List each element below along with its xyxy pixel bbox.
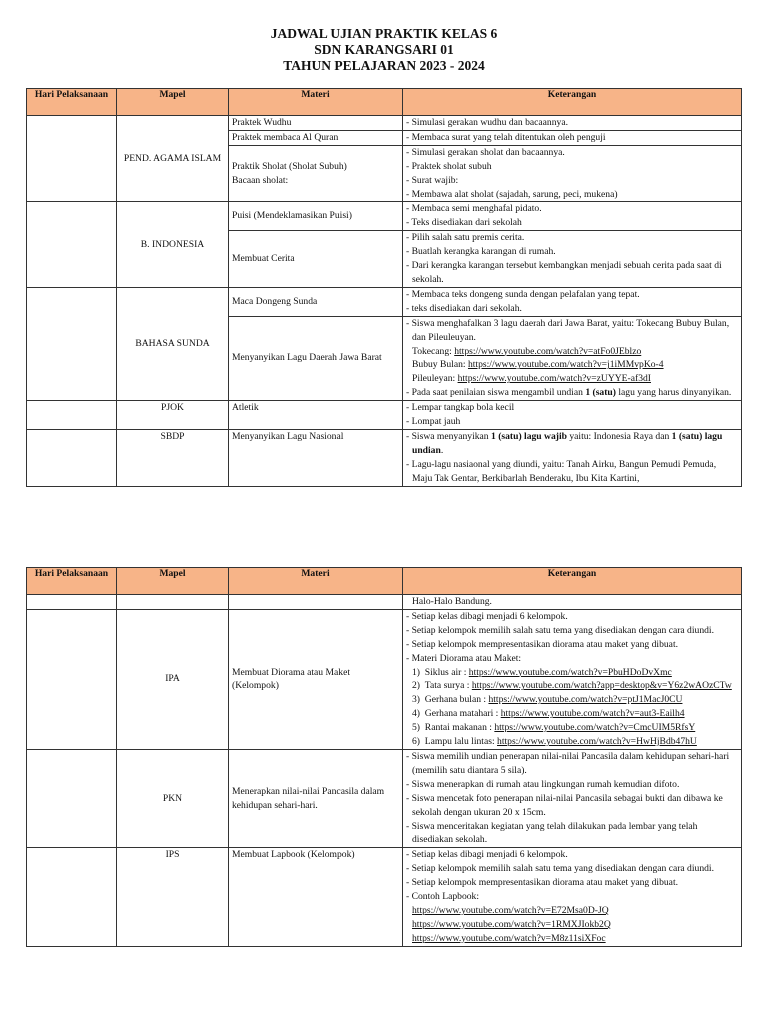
table-row [27, 401, 742, 430]
ket-text: . [440, 444, 444, 456]
song-link [406, 345, 738, 359]
hari-cell [27, 609, 117, 749]
keterangan-cell [403, 231, 742, 288]
materi-line: Bacaan sholat: [232, 174, 289, 186]
youtube-link[interactable]: https://www.youtube.com/watch?v=ptJ1MacJ0CU [488, 694, 683, 706]
materi-line: Praktik Sholat (Sholat Subuh) [232, 160, 347, 172]
keterangan-cell [403, 287, 742, 316]
ket-line: - Lompat jauh [406, 416, 461, 428]
youtube-link[interactable]: https://www.youtube.com/watch?v=1RMXJIokb2Q [412, 918, 611, 930]
ket-line: - Siswa mencetak foto penerapan nilai-nilai Pancasila sebagai bukti dan dibawa ke sekolah dengan ukuran 20 x 15cm. [406, 792, 723, 818]
materi-cell: Membuat Diorama atau Maket (Kelompok) [229, 609, 403, 749]
table-row [27, 116, 742, 131]
title-line-1: JADWAL UJIAN PRAKTIK KELAS 6 [270, 26, 498, 41]
ket-line: - Praktek sholat subuh [406, 160, 492, 172]
ket-bold: 1 (satu) [585, 387, 616, 399]
ket-line: - Siswa menerapkan di rumah atau lingkungan rumah kemudian difoto. [406, 778, 680, 790]
materi-cell: Maca Dongeng Sunda [229, 287, 403, 316]
youtube-link[interactable]: https://www.youtube.com/watch?v=aut3-Eailh4 [500, 708, 685, 720]
ket-line: - Setiap kelas dibagi menjadi 6 kelompok. [406, 610, 568, 622]
header-keterangan: Keterangan [403, 568, 742, 595]
header-hari: Hari Pelaksanaan [27, 89, 117, 116]
ket-line: - Simulasi gerakan sholat dan bacaannya. [406, 146, 565, 158]
schedule-table-2 [26, 567, 742, 947]
song-link [406, 358, 738, 372]
ket-line: - Siswa menghafalkan 3 lagu daerah dari Jawa Barat, yaitu: Tokecang Bubuy Bulan, dan Pileuleuyan. [406, 317, 730, 343]
ket-text: lagu yang harus dinyanyikan. [615, 387, 732, 399]
mapel-cell: IPS [117, 848, 229, 946]
keterangan-cell [403, 429, 742, 486]
table-header-row [27, 89, 742, 116]
mapel-cell: PKN [117, 749, 229, 847]
youtube-link[interactable]: https://www.youtube.com/watch?v=j1iMMvpKo-4 [467, 359, 664, 371]
item-label: Gerhana matahari : [424, 708, 501, 720]
hari-cell [27, 401, 117, 430]
ket-line: - Contoh Lapbook: [406, 891, 480, 903]
ket-text: yaitu: Indonesia Raya dan [566, 430, 672, 442]
mapel-cell: SBDP [117, 429, 229, 486]
ket-bold: 1 (satu) lagu wajib [491, 430, 567, 442]
ket-line: - Surat wajib: [406, 174, 459, 186]
table-row [27, 595, 742, 610]
materi-cell: Membuat Cerita [229, 231, 403, 288]
materi-cell: Puisi (Mendeklamasikan Puisi) [229, 202, 403, 231]
ket-line: - Lempar tangkap bola kecil [406, 402, 515, 414]
hari-cell [27, 287, 117, 400]
ket-line: - Pilih salah satu premis cerita. [406, 232, 525, 244]
title-line-2: SDN KARANGSARI 01 [314, 42, 454, 57]
ket-line: - Dari kerangka karangan tersebut kembangkan menjadi sebuah cerita pada saat di sekolah. [406, 260, 722, 285]
keterangan-cell [403, 316, 742, 400]
ket-text: - Siswa menyanyikan [406, 430, 491, 442]
table-row [27, 749, 742, 847]
header-keterangan: Keterangan [403, 89, 742, 116]
materi-cell: Menyanyikan Lagu Nasional [229, 429, 403, 486]
ket-line: - Setiap kelompok mempresentasikan diorama atau maket yang dibuat. [406, 638, 679, 650]
materi-cell: Praktek membaca Al Quran [229, 130, 403, 145]
table-row [27, 609, 742, 749]
table-row [27, 202, 742, 231]
header-materi: Materi [229, 568, 403, 595]
ket-line [406, 430, 738, 458]
materi-cell: Atletik [229, 401, 403, 430]
ket-line: - Membaca semi menghafal pidato. [406, 203, 542, 215]
list-item [406, 693, 738, 707]
title-line-3: TAHUN PELAJARAN 2023 - 2024 [283, 58, 485, 73]
schedule-table-1 [26, 88, 742, 487]
youtube-link[interactable]: https://www.youtube.com/watch?v=CmcUIM5RfsY [494, 722, 696, 734]
list-item [406, 735, 738, 749]
youtube-link[interactable]: https://www.youtube.com/watch?v=HwHjBdb47hU [497, 736, 697, 748]
mapel-cell: IPA [117, 609, 229, 749]
materi-cell: Menyanyikan Lagu Daerah Jawa Barat [229, 316, 403, 400]
hari-cell [27, 429, 117, 486]
list-item [406, 707, 738, 721]
keterangan-cell [403, 609, 742, 749]
item-label: Lampu lalu lintas: [424, 736, 498, 748]
keterangan-cell: Halo-Halo Bandung. [403, 595, 742, 610]
table-header-row [27, 568, 742, 595]
song-label: Pileuleyan: [412, 373, 458, 385]
youtube-link[interactable]: https://www.youtube.com/watch?v=zUYYE-af3dI [457, 373, 651, 385]
ket-line: - Lagu-lagu nasiaonal yang diundi, yaitu: Tanah Airku, Bangun Pemudi Pemuda, Maju Tak Gentar, Berkibarlah Benderaku, Ibu Kita Kartini, [406, 458, 717, 484]
ket-line: - teks disediakan dari sekolah. [406, 302, 522, 314]
youtube-link[interactable]: https://www.youtube.com/watch?v=M8z11siXFoc [412, 932, 606, 944]
mapel-cell [117, 595, 229, 610]
hari-cell [27, 848, 117, 946]
header-hari: Hari Pelaksanaan [27, 568, 117, 595]
item-number: 1) [412, 666, 420, 678]
list-item [406, 679, 738, 693]
item-number: 4) [412, 708, 420, 720]
table-row [27, 287, 742, 316]
item-label: Tata surya : [424, 680, 472, 692]
keterangan-cell [403, 401, 742, 430]
hari-cell [27, 202, 117, 287]
song-link [406, 372, 738, 386]
ket-text: - Pada saat penilaian siswa mengambil undian [406, 387, 586, 399]
keterangan-cell: - Membaca surat yang telah ditentukan oleh penguji [403, 130, 742, 145]
ket-line [406, 386, 738, 400]
hari-cell [27, 595, 117, 610]
header-materi: Materi [229, 89, 403, 116]
ket-line: - Materi Diorama atau Maket: [406, 652, 522, 664]
item-label: Rantai makanan : [424, 722, 495, 734]
ket-line: - Siswa menceritakan kegiatan yang telah dilakukan pada lembar yang telah disediakan sekolah. [406, 820, 698, 846]
item-number: 2) [412, 680, 420, 692]
mapel-cell: PEND. AGAMA ISLAM [117, 116, 229, 202]
ket-line: - Membaca teks dongeng sunda dengan pelafalan yang tepat. [406, 288, 640, 300]
list-item [406, 721, 738, 735]
keterangan-cell [403, 749, 742, 847]
mapel-cell: BAHASA SUNDA [117, 287, 229, 400]
item-label: Siklus air : [424, 666, 469, 678]
mapel-cell: PJOK [117, 401, 229, 430]
ket-line: - Buatlah kerangka karangan di rumah. [406, 246, 556, 258]
youtube-link[interactable]: https://www.youtube.com/watch?app=desktop&v=Y6z2wAOzCTw [471, 680, 732, 692]
materi-cell [229, 145, 403, 202]
header-mapel: Mapel [117, 89, 229, 116]
youtube-link[interactable]: https://www.youtube.com/watch?v=atFo0JEblzo [454, 345, 642, 357]
table-row [27, 429, 742, 486]
youtube-link[interactable]: https://www.youtube.com/watch?v=PbuHDoDvXmc [468, 666, 672, 678]
materi-cell: Praktek Wudhu [229, 116, 403, 131]
keterangan-cell: - Simulasi gerakan wudhu dan bacaannya. [403, 116, 742, 131]
table-row [27, 848, 742, 946]
ket-line: - Membawa alat sholat (sajadah, sarung, peci, mukena) [406, 188, 618, 200]
list-item [406, 666, 738, 680]
ket-line: - Setiap kelas dibagi menjadi 6 kelompok. [406, 849, 568, 861]
hari-cell [27, 749, 117, 847]
ket-line: - Teks disediakan dari sekolah [406, 217, 522, 229]
ket-line: - Setiap kelompok mempresentasikan diorama atau maket yang dibuat. [406, 877, 679, 889]
item-number: 5) [412, 722, 420, 734]
item-number: 6) [412, 736, 420, 748]
item-label: Gerhana bulan : [424, 694, 489, 706]
item-number: 3) [412, 694, 420, 706]
hari-cell [27, 116, 117, 202]
ket-line: - Setiap kelompok memilih salah satu tema yang disediakan dengan cara diundi. [406, 863, 714, 875]
keterangan-cell [403, 145, 742, 202]
materi-cell [229, 595, 403, 610]
materi-cell: Menerapkan nilai-nilai Pancasila dalam kehidupan sehari-hari. [229, 749, 403, 847]
ket-line: - Siswa memilih undian penerapan nilai-nilai Pancasila dalam kehidupan sehari-hari (memilih satu diantara 5 sila). [406, 750, 730, 776]
header-mapel: Mapel [117, 568, 229, 595]
keterangan-cell [403, 202, 742, 231]
song-label: Bubuy Bulan: [412, 359, 468, 371]
mapel-cell: B. INDONESIA [117, 202, 229, 287]
materi-cell: Membuat Lapbook (Kelompok) [229, 848, 403, 946]
ket-bold: 1 (satu) lagu undian [412, 430, 723, 456]
ket-line: - Setiap kelompok memilih salah satu tema yang disediakan dengan cara diundi. [406, 624, 714, 636]
song-label: Tokecang: [412, 345, 455, 357]
youtube-link[interactable]: https://www.youtube.com/watch?v=E72Msa0D-JQ [412, 904, 609, 916]
document-title [0, 26, 768, 74]
keterangan-cell [403, 848, 742, 946]
